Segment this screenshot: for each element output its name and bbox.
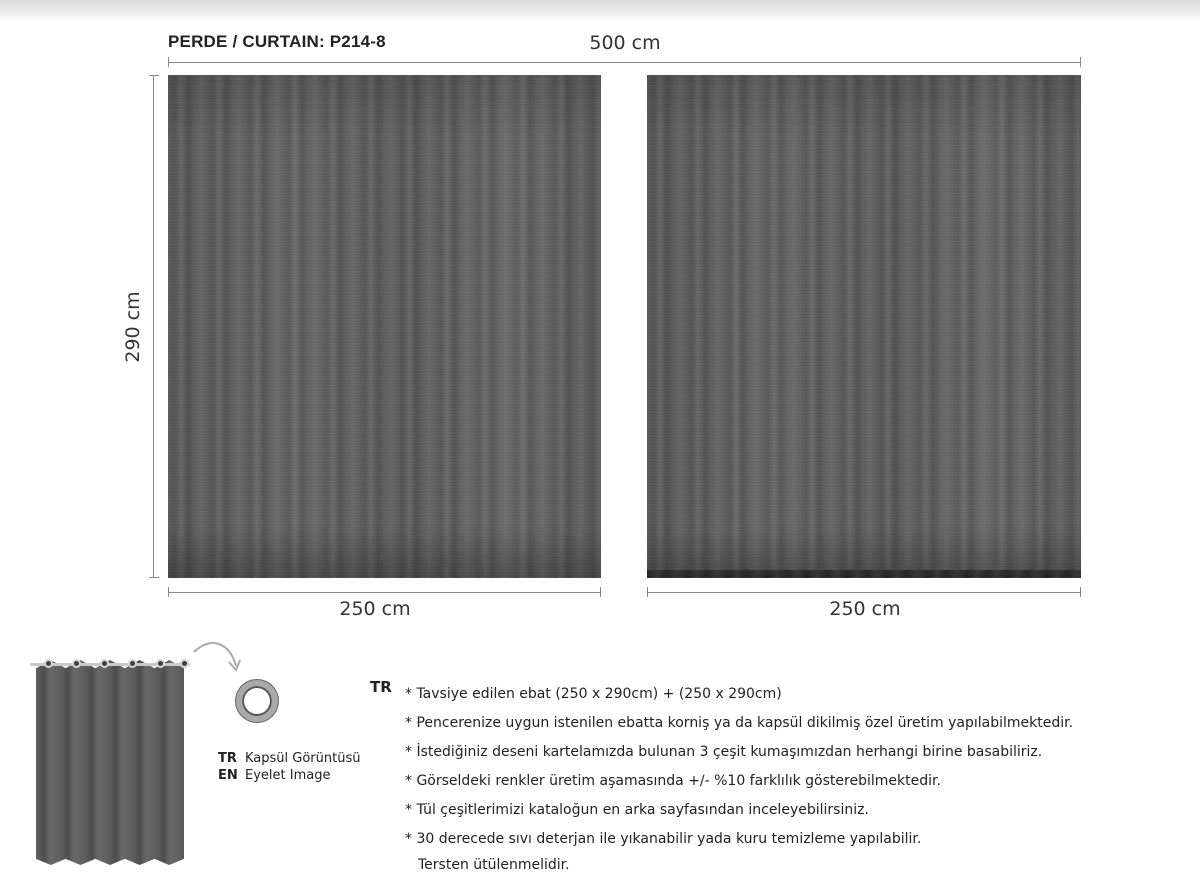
caption-tr-code: TR [218, 751, 237, 766]
notes-language-tag: TR [370, 678, 392, 696]
total-width-label: 500 cm [589, 32, 661, 54]
note-item: * İstediğiniz deseni kartelamızda bulunan 3 çeşit kumaşımızdan herhangi birine basabiliriz. [405, 744, 1043, 760]
grommet-row [44, 659, 184, 669]
note-continuation: Tersten ütülenmelidir. [418, 857, 570, 873]
grommet-icon [156, 659, 165, 668]
right-panel-width-label: 250 cm [829, 598, 901, 620]
left-width-tick-b [600, 587, 601, 597]
eyelet-curtain-illustration [36, 660, 184, 865]
note-item: * Tül çeşitlerimizi kataloğun en arka sayfasından inceleyebilirsiniz. [405, 802, 869, 818]
height-line [153, 75, 154, 578]
caption-tr-text: Kapsül Görüntüsü [245, 751, 361, 766]
grommet-icon [44, 659, 53, 668]
notes-list [405, 680, 1195, 880]
total-width-tick-right [1080, 57, 1081, 67]
height-tick-bottom [149, 577, 159, 578]
grommet-icon [100, 659, 109, 668]
product-title: PERDE / CURTAIN: P214-8 [168, 32, 386, 51]
right-width-tick-b [1080, 587, 1081, 597]
note-item: * Pencerenize uygun istenilen ebatta korniş ya da kapsül dikilmiş özel üretim yapılabilmektedir. [405, 715, 1074, 731]
right-width-tick-a [647, 587, 648, 597]
curtain-panel-left [168, 75, 601, 578]
note-item: * Görseldeki renkler üretim aşamasında +/- %10 farklılık gösterebilmektedir. [405, 773, 941, 789]
total-width-tick-left [168, 57, 169, 67]
top-shadow-band [0, 0, 1200, 22]
left-panel-width-label: 250 cm [339, 598, 411, 620]
right-width-line [647, 592, 1081, 593]
curtain-panel-right [647, 75, 1081, 578]
left-width-tick-a [168, 587, 169, 597]
curved-arrow-icon [188, 638, 248, 678]
height-tick-top [149, 75, 159, 76]
total-width-line [168, 62, 1081, 63]
left-width-line [168, 592, 601, 593]
eyelet-caption [218, 750, 360, 784]
eyelet-ring-icon [236, 680, 278, 722]
caption-en-text: Eyelet Image [245, 768, 331, 783]
curtain-hem [647, 570, 1081, 578]
caption-en-code: EN [218, 768, 238, 783]
grommet-icon [72, 659, 81, 668]
note-item: * 30 derecede sıvı deterjan ile yıkanabilir yada kuru temizleme yapılabilir. [405, 831, 922, 847]
note-item: * Tavsiye edilen ebat (250 x 290cm) + (250 x 290cm) [405, 686, 782, 702]
grommet-icon [128, 659, 137, 668]
height-label: 290 cm [122, 291, 144, 363]
